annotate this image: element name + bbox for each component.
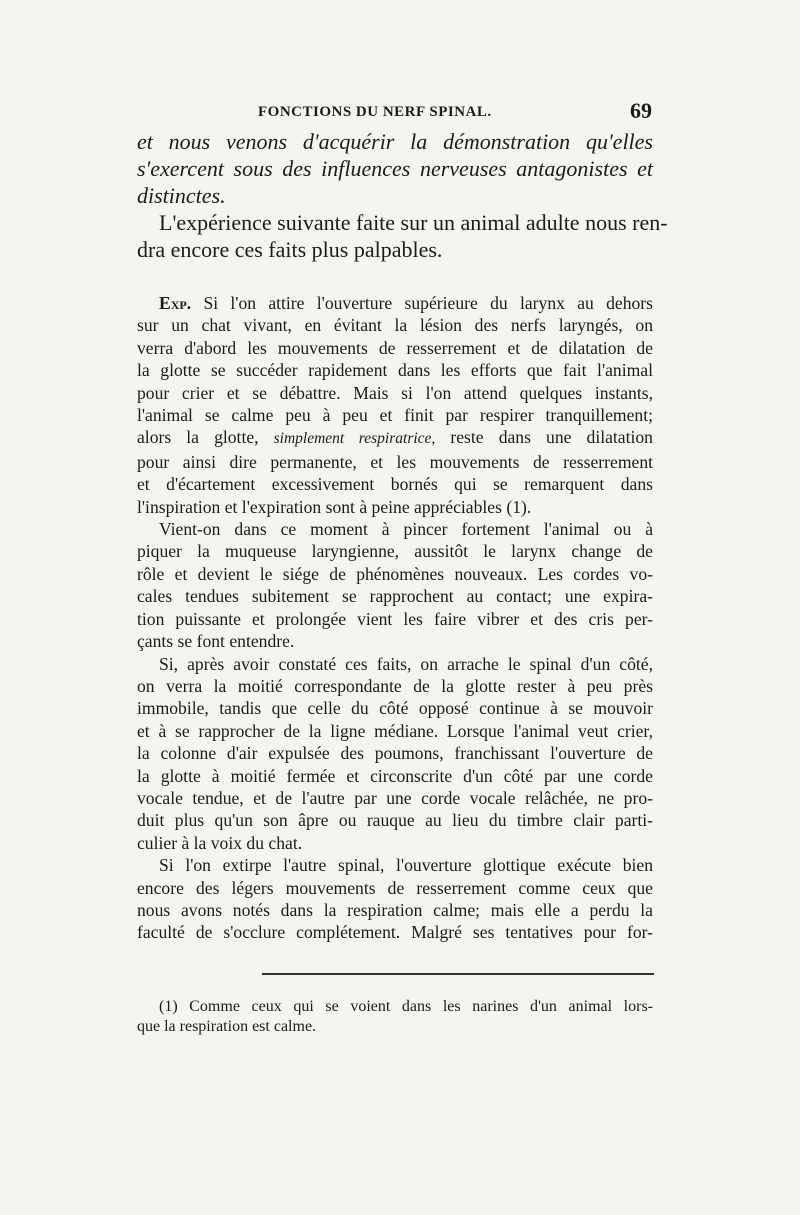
text-line: et nous venons d'acquérir la démonstration qu'elles (137, 129, 653, 154)
text-line: la glotte à moitié fermée et circonscrite d'un côté par une corde (137, 765, 653, 786)
text-line (137, 426, 653, 450)
text-line: et à se rapprocher de la ligne médiane. Lorsque l'animal veut crier, (137, 720, 653, 741)
text-line: duit plus qu'un son âpre ou rauque au lieu du timbre clair parti- (137, 810, 653, 831)
text-line: sur un chat vivant, en évitant la lésion des nerfs laryngés, on (137, 315, 653, 336)
experiment-section (137, 292, 653, 944)
text-line: pour crier et se débattre. Mais si l'on attend quelques instants, (137, 382, 653, 403)
text-line: la glotte se succéder rapidement dans les efforts que fait l'animal (137, 360, 653, 381)
italic-phrase: simplement respiratrice, (273, 430, 436, 448)
text-line: on verra la moitié correspondante de la glotte rester à peu près (137, 675, 653, 696)
text-line (137, 292, 653, 314)
text-line: la colonne d'air expulsée des poumons, franchissant l'ouverture de (137, 743, 653, 764)
text-line: (1) Comme ceux qui se voient dans les narines d'un animal lors- (159, 998, 653, 1015)
text-line: verra d'abord les mouvements de resserrement et de dilatation de (137, 337, 653, 358)
text-line: distinctes. (137, 183, 226, 208)
experiment-label: Exp. (159, 293, 192, 313)
text-line: dra encore ces faits plus palpables. (137, 237, 443, 262)
text-line: L'expérience suivante faite sur un animal adulte nous ren- (159, 210, 668, 235)
text-line: encore des légers mouvements de resserrement comme ceux que (137, 877, 653, 898)
text-line: piquer la muqueuse laryngienne, aussitôt le larynx change de (137, 541, 653, 562)
footnote-separator (262, 973, 654, 975)
text-line: et d'écartement excessivement bornés qui se remarquent dans (137, 474, 653, 495)
text-line: immobile, tandis que celle du côté opposé continue à se mouvoir (137, 698, 653, 719)
text-line: pour ainsi dire permanente, et les mouvements de resserrement (137, 451, 653, 472)
text-line: nous avons notés dans la respiration calme; mais elle a perdu la (137, 899, 653, 920)
text-line: çants se font entendre. (137, 631, 295, 652)
text-line: l'animal se calme peu à peu et finit par respirer tranquillement; (137, 405, 653, 426)
page-header (140, 98, 652, 126)
text-fragment: alors la glotte, (137, 427, 259, 448)
text-line: cales tendues subitement se rapprochent au contact; une expira- (137, 586, 653, 607)
text-line: Si, après avoir constaté ces faits, on arrache le spinal d'un côté, (159, 653, 653, 674)
footnote (137, 997, 653, 1037)
text-line: Vient-on dans ce moment à pincer fortement l'animal ou à (159, 519, 653, 540)
text-line: vocale tendue, et de l'autre par une corde vocale relâchée, ne pro- (137, 787, 653, 808)
text-line: tion puissante et prolongée vient les faire vibrer et des cris per- (137, 608, 653, 629)
text-fragment: reste dans une dilatation (450, 427, 653, 448)
intro-paragraph (137, 128, 668, 263)
text-fragment: Si l'on attire l'ouverture supérieure du larynx au dehors (203, 293, 653, 313)
text-line: rôle et devient le siége de phénomènes nouveaux. Les cordes vo- (137, 563, 653, 584)
text-line: que la respiration est calme. (137, 1018, 317, 1035)
text-line: culier à la voix du chat. (137, 832, 303, 853)
text-line: s'exercent sous des influences nerveuses antagonistes et (137, 156, 653, 181)
text-line: Si l'on extirpe l'autre spinal, l'ouverture glottique exécute bien (159, 855, 653, 876)
text-line: l'inspiration et l'expiration sont à peine appréciables (1). (137, 496, 532, 517)
page-number: 69 (630, 98, 652, 123)
running-title: FONCTIONS DU NERF SPINAL. (258, 104, 492, 120)
text-line: faculté de s'occlure complétement. Malgré ses tentatives pour for- (137, 922, 653, 943)
